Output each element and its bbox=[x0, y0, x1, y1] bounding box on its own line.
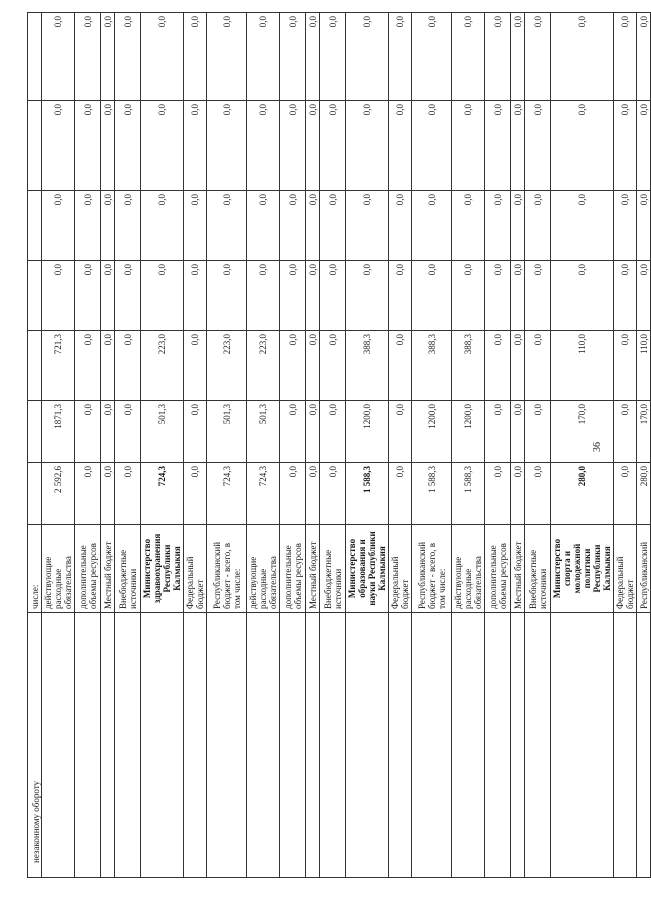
value-cell: 0,0 bbox=[184, 101, 207, 191]
value-cell: 0,0 bbox=[320, 331, 346, 401]
value-cell: 0,0 bbox=[637, 101, 651, 191]
value-cell: 0,0 bbox=[452, 101, 485, 191]
value-cell: 0,0 bbox=[115, 191, 141, 261]
value-cell: 0,0 bbox=[637, 13, 651, 101]
value-cell: 0,0 bbox=[75, 261, 101, 331]
row-label: Республиканский бюджет - всего, в том числе: bbox=[412, 525, 452, 613]
value-cell: 223,0 bbox=[141, 331, 184, 401]
row-label: дополнительные объемы ресурсов bbox=[75, 525, 101, 613]
value-cell: 0,0 bbox=[389, 191, 412, 261]
blank-cell bbox=[306, 613, 320, 878]
value-cell: 0,0 bbox=[184, 13, 207, 101]
value-cell: 724,3 bbox=[207, 463, 247, 525]
value-cell: 0,0 bbox=[551, 101, 614, 191]
row-label: Внебюджетные источники bbox=[525, 525, 551, 613]
value-cell: 0,0 bbox=[320, 463, 346, 525]
value-cell: 0,0 bbox=[184, 401, 207, 463]
value-cell: 0,0 bbox=[280, 13, 306, 101]
value-cell: 0,0 bbox=[320, 101, 346, 191]
value-cell: 0,0 bbox=[637, 191, 651, 261]
value-cell: 0,0 bbox=[614, 191, 637, 261]
value-cell: 0,0 bbox=[101, 101, 115, 191]
blank-cell bbox=[614, 613, 637, 878]
table-row bbox=[207, 13, 247, 878]
table-row bbox=[141, 13, 184, 878]
value-cell: 0,0 bbox=[511, 191, 525, 261]
table-row bbox=[280, 13, 306, 878]
value-cell: 0,0 bbox=[280, 331, 306, 401]
value-cell bbox=[28, 13, 42, 101]
row-label: Министерство образования и науки Республики Калмыкия bbox=[346, 525, 389, 613]
row-label: числе: bbox=[28, 525, 42, 613]
blank-cell bbox=[452, 613, 485, 878]
blank-cell bbox=[551, 613, 614, 878]
value-cell bbox=[28, 331, 42, 401]
value-cell: 501,3 bbox=[141, 401, 184, 463]
value-cell: 0,0 bbox=[141, 13, 184, 101]
value-cell: 0,0 bbox=[525, 463, 551, 525]
value-cell: 0,0 bbox=[614, 463, 637, 525]
blank-cell bbox=[280, 613, 306, 878]
row-label: Внебюджетные источники bbox=[115, 525, 141, 613]
value-cell: 1 588,3 bbox=[412, 463, 452, 525]
blank-cell bbox=[101, 613, 115, 878]
value-cell: 0,0 bbox=[320, 13, 346, 101]
value-cell: 0,0 bbox=[306, 13, 320, 101]
table-row bbox=[525, 13, 551, 878]
value-cell: 0,0 bbox=[101, 401, 115, 463]
value-cell bbox=[28, 101, 42, 191]
row-label: действующие расходные обязательства bbox=[452, 525, 485, 613]
value-cell: 110,0 bbox=[551, 331, 614, 401]
value-cell: 0,0 bbox=[389, 101, 412, 191]
value-cell: 0,0 bbox=[42, 13, 75, 101]
row-label: Республиканский бюджет - всего, в том числе: bbox=[207, 525, 247, 613]
value-cell: 110,0 bbox=[637, 331, 651, 401]
blank-cell bbox=[346, 613, 389, 878]
value-cell: 0,0 bbox=[42, 101, 75, 191]
row-label: действующие расходные обязательства bbox=[247, 525, 280, 613]
value-cell: 0,0 bbox=[115, 261, 141, 331]
blank-cell bbox=[412, 613, 452, 878]
row-label: Внебюджетные источники bbox=[320, 525, 346, 613]
page-number: 36 bbox=[592, 442, 603, 452]
value-cell: 223,0 bbox=[207, 331, 247, 401]
value-cell: 1200,0 bbox=[452, 401, 485, 463]
row-label: Министерство спорта и молодежной политики Республики Калмыкия bbox=[551, 525, 614, 613]
table-row bbox=[389, 13, 412, 878]
value-cell: 0,0 bbox=[452, 191, 485, 261]
row-label: Республиканский bbox=[637, 525, 651, 613]
value-cell: 0,0 bbox=[247, 191, 280, 261]
blank-cell bbox=[75, 613, 101, 878]
value-cell: 0,0 bbox=[452, 261, 485, 331]
table-row bbox=[306, 13, 320, 878]
row-label: Федеральный бюджет bbox=[389, 525, 412, 613]
value-cell: 223,0 bbox=[247, 331, 280, 401]
blank-cell bbox=[42, 613, 75, 878]
value-cell: 0,0 bbox=[75, 191, 101, 261]
value-cell: 0,0 bbox=[511, 331, 525, 401]
table-row bbox=[485, 13, 511, 878]
value-cell: 0,0 bbox=[485, 463, 511, 525]
value-cell: 0,0 bbox=[101, 331, 115, 401]
value-cell: 0,0 bbox=[101, 463, 115, 525]
value-cell: 0,0 bbox=[389, 463, 412, 525]
value-cell: 0,0 bbox=[389, 331, 412, 401]
value-cell: 0,0 bbox=[75, 463, 101, 525]
value-cell bbox=[28, 401, 42, 463]
section-title: незаконному обороту bbox=[31, 780, 41, 863]
table-row bbox=[452, 13, 485, 878]
blank-cell bbox=[637, 613, 651, 878]
table-row bbox=[511, 13, 525, 878]
value-cell: 388,3 bbox=[346, 331, 389, 401]
table-row bbox=[42, 13, 75, 878]
value-cell: 0,0 bbox=[511, 101, 525, 191]
value-cell: 0,0 bbox=[389, 261, 412, 331]
value-cell: 721,3 bbox=[42, 331, 75, 401]
value-cell: 0,0 bbox=[525, 191, 551, 261]
value-cell: 0,0 bbox=[346, 191, 389, 261]
value-cell: 0,0 bbox=[141, 261, 184, 331]
value-cell: 0,0 bbox=[485, 261, 511, 331]
value-cell: 0,0 bbox=[42, 191, 75, 261]
value-cell: 0,0 bbox=[320, 401, 346, 463]
value-cell: 0,0 bbox=[280, 261, 306, 331]
value-cell: 0,0 bbox=[320, 261, 346, 331]
value-cell: 0,0 bbox=[511, 13, 525, 101]
value-cell: 0,0 bbox=[412, 191, 452, 261]
row-label: Федеральный бюджет bbox=[614, 525, 637, 613]
value-cell bbox=[28, 191, 42, 261]
value-cell bbox=[28, 261, 42, 331]
row-label: Местный бюджет bbox=[511, 525, 525, 613]
blank-cell bbox=[115, 613, 141, 878]
blank-cell bbox=[207, 613, 247, 878]
value-cell: 0,0 bbox=[412, 261, 452, 331]
value-cell: 0,0 bbox=[207, 261, 247, 331]
value-cell: 0,0 bbox=[485, 101, 511, 191]
blank-cell bbox=[247, 613, 280, 878]
value-cell: 0,0 bbox=[389, 401, 412, 463]
value-cell: 0,0 bbox=[306, 463, 320, 525]
blank-cell bbox=[141, 613, 184, 878]
value-cell: 0,0 bbox=[511, 401, 525, 463]
blank-cell bbox=[28, 613, 42, 878]
value-cell: 0,0 bbox=[75, 13, 101, 101]
value-cell: 170,0 bbox=[637, 401, 651, 463]
value-cell: 0,0 bbox=[101, 13, 115, 101]
table-row bbox=[75, 13, 101, 878]
value-cell: 0,0 bbox=[115, 13, 141, 101]
table-row bbox=[28, 13, 42, 878]
table-row bbox=[184, 13, 207, 878]
table-row bbox=[320, 13, 346, 878]
value-cell: 0,0 bbox=[412, 101, 452, 191]
value-cell: 0,0 bbox=[75, 401, 101, 463]
value-cell: 0,0 bbox=[614, 331, 637, 401]
blank-cell bbox=[184, 613, 207, 878]
value-cell: 0,0 bbox=[485, 13, 511, 101]
value-cell: 0,0 bbox=[525, 261, 551, 331]
value-cell: 0,0 bbox=[485, 331, 511, 401]
blank-cell bbox=[511, 613, 525, 878]
row-label: дополнительные объемы ресурсов bbox=[485, 525, 511, 613]
value-cell: 0,0 bbox=[207, 191, 247, 261]
value-cell: 0,0 bbox=[551, 191, 614, 261]
value-cell: 0,0 bbox=[247, 101, 280, 191]
value-cell: 0,0 bbox=[141, 101, 184, 191]
value-cell: 0,0 bbox=[389, 13, 412, 101]
value-cell: 0,0 bbox=[75, 101, 101, 191]
value-cell: 501,3 bbox=[247, 401, 280, 463]
table-row bbox=[101, 13, 115, 878]
value-cell: 0,0 bbox=[306, 401, 320, 463]
row-label: дополнительные объемы ресурсов bbox=[280, 525, 306, 613]
table-row bbox=[551, 13, 614, 878]
value-cell: 2 592,6 bbox=[42, 463, 75, 525]
value-cell: 0,0 bbox=[412, 13, 452, 101]
value-cell: 0,0 bbox=[306, 331, 320, 401]
value-cell: 0,0 bbox=[346, 261, 389, 331]
table-row bbox=[637, 13, 651, 878]
value-cell: 0,0 bbox=[614, 401, 637, 463]
value-cell: 280,0 bbox=[551, 463, 614, 525]
value-cell: 0,0 bbox=[101, 261, 115, 331]
value-cell: 0,0 bbox=[184, 331, 207, 401]
value-cell: 0,0 bbox=[525, 13, 551, 101]
value-cell: 0,0 bbox=[184, 261, 207, 331]
value-cell: 0,0 bbox=[280, 463, 306, 525]
row-label: Местный бюджет bbox=[101, 525, 115, 613]
value-cell: 501,3 bbox=[207, 401, 247, 463]
value-cell: 0,0 bbox=[614, 261, 637, 331]
value-cell: 0,0 bbox=[280, 101, 306, 191]
value-cell: 0,0 bbox=[115, 101, 141, 191]
value-cell: 0,0 bbox=[280, 401, 306, 463]
value-cell bbox=[28, 463, 42, 525]
value-cell: 0,0 bbox=[207, 13, 247, 101]
value-cell: 0,0 bbox=[101, 191, 115, 261]
value-cell: 0,0 bbox=[346, 13, 389, 101]
budget-table bbox=[27, 12, 651, 878]
value-cell: 0,0 bbox=[42, 261, 75, 331]
value-cell: 0,0 bbox=[280, 191, 306, 261]
budget-table-body bbox=[28, 13, 651, 878]
value-cell: 0,0 bbox=[207, 101, 247, 191]
value-cell: 0,0 bbox=[247, 13, 280, 101]
blank-cell bbox=[485, 613, 511, 878]
value-cell: 0,0 bbox=[184, 191, 207, 261]
value-cell: 0,0 bbox=[346, 101, 389, 191]
value-cell: 0,0 bbox=[115, 331, 141, 401]
value-cell: 1 588,3 bbox=[346, 463, 389, 525]
blank-cell bbox=[320, 613, 346, 878]
value-cell: 0,0 bbox=[511, 463, 525, 525]
value-cell: 0,0 bbox=[525, 401, 551, 463]
table-row bbox=[412, 13, 452, 878]
value-cell: 0,0 bbox=[614, 101, 637, 191]
value-cell: 1200,0 bbox=[412, 401, 452, 463]
table-row bbox=[346, 13, 389, 878]
blank-cell bbox=[389, 613, 412, 878]
value-cell: 724,3 bbox=[247, 463, 280, 525]
table-row bbox=[614, 13, 637, 878]
value-cell: 0,0 bbox=[614, 13, 637, 101]
value-cell: 0,0 bbox=[115, 463, 141, 525]
value-cell: 0,0 bbox=[511, 261, 525, 331]
value-cell: 0,0 bbox=[306, 261, 320, 331]
value-cell: 0,0 bbox=[485, 191, 511, 261]
table-row bbox=[115, 13, 141, 878]
row-label: действующие расходные обязательства bbox=[42, 525, 75, 613]
row-label: Местный бюджет bbox=[306, 525, 320, 613]
value-cell: 0,0 bbox=[637, 261, 651, 331]
table-row bbox=[247, 13, 280, 878]
value-cell: 388,3 bbox=[452, 331, 485, 401]
blank-cell bbox=[525, 613, 551, 878]
row-label: Министерство здравоохранения Республики Калмыкия bbox=[141, 525, 184, 613]
value-cell: 0,0 bbox=[320, 191, 346, 261]
value-cell: 0,0 bbox=[115, 401, 141, 463]
value-cell: 0,0 bbox=[452, 13, 485, 101]
value-cell: 1200,0 bbox=[346, 401, 389, 463]
value-cell: 1871,3 bbox=[42, 401, 75, 463]
value-cell: 388,3 bbox=[412, 331, 452, 401]
value-cell: 0,0 bbox=[247, 261, 280, 331]
value-cell: 0,0 bbox=[551, 261, 614, 331]
value-cell: 0,0 bbox=[306, 101, 320, 191]
value-cell: 0,0 bbox=[485, 401, 511, 463]
value-cell: 0,0 bbox=[184, 463, 207, 525]
value-cell: 280,0 bbox=[637, 463, 651, 525]
value-cell: 0,0 bbox=[525, 331, 551, 401]
value-cell: 1 588,3 bbox=[452, 463, 485, 525]
value-cell: 0,0 bbox=[141, 191, 184, 261]
value-cell: 724,3 bbox=[141, 463, 184, 525]
value-cell: 0,0 bbox=[75, 331, 101, 401]
value-cell: 0,0 bbox=[306, 191, 320, 261]
row-label: Федеральный бюджет bbox=[184, 525, 207, 613]
value-cell: 0,0 bbox=[551, 13, 614, 101]
value-cell: 0,0 bbox=[525, 101, 551, 191]
value-cell: 170,0 bbox=[551, 401, 614, 463]
